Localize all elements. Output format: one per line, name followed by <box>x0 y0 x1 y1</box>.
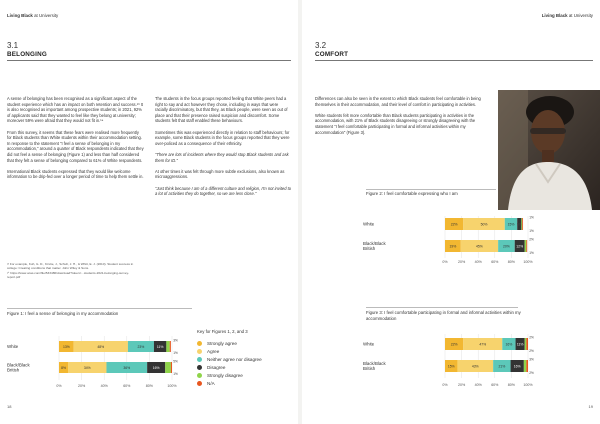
data-label: 19% <box>449 244 457 249</box>
legend-item <box>197 371 262 379</box>
header-brand: Living Black <box>7 13 33 18</box>
tick-label: 60% <box>491 260 499 264</box>
data-label: 2% <box>529 237 534 242</box>
data-label: 1% <box>529 251 534 255</box>
header-subtitle: at University <box>32 13 59 18</box>
legend-swatch <box>197 357 202 362</box>
data-label: 3% <box>529 357 534 362</box>
legend-label: Neither agree nor disagree <box>207 356 262 362</box>
tick-label: 40% <box>474 260 482 264</box>
legend-label: Strongly agree <box>207 340 237 346</box>
left-page <box>0 0 298 424</box>
bar-segment <box>526 338 528 350</box>
tick-label: 0% <box>442 383 448 387</box>
body-column-2 <box>155 96 292 202</box>
data-label: 22% <box>450 342 458 347</box>
data-label: 50% <box>480 222 488 227</box>
paragraph: International Black students expressed that they would like welcome information to be drip-fed over a longer period of time to help them settle in. <box>7 168 144 180</box>
legend-label: Strongly disagree <box>207 372 243 378</box>
legend-swatch <box>197 349 202 354</box>
section-number: 3.2 <box>315 41 327 50</box>
data-label: 2% <box>529 371 534 375</box>
legend-swatch <box>197 365 202 370</box>
page-number: 18 <box>7 404 12 409</box>
section-title: COMFORT <box>315 51 349 58</box>
category-label: White <box>363 341 375 347</box>
body-column-1 <box>7 96 144 186</box>
paragraph: Differences can also be seen in the extent to which Black students feel comfortable in being themselves in their accommodation, and their level of comfort in participating in activities. <box>315 96 481 107</box>
category-label: Black/Black <box>363 241 386 246</box>
bar-segment <box>526 360 528 372</box>
data-label: 16% <box>513 364 521 369</box>
figure-2-chart <box>360 216 542 300</box>
legend-item <box>197 355 262 363</box>
data-label: 45% <box>476 244 483 249</box>
paragraph: At other times it was felt through more subtle exclusions, also known as microaggressions. <box>155 168 285 180</box>
tick-label: 40% <box>100 384 108 388</box>
bar-segment <box>522 218 523 230</box>
tick-label: 80% <box>507 260 516 264</box>
running-header <box>542 13 593 18</box>
category-label: British <box>363 246 376 251</box>
figure-divider <box>366 189 496 190</box>
bar-segment <box>524 360 526 372</box>
legend <box>197 329 262 387</box>
data-label: 15% <box>507 222 515 227</box>
student-photo-image <box>498 90 600 210</box>
legend-item <box>197 339 262 347</box>
section-divider <box>7 60 291 61</box>
legend-label: Agree <box>207 348 220 354</box>
data-label: 13% <box>62 344 70 349</box>
category-label: British <box>363 366 376 371</box>
data-label: 1% <box>529 229 534 233</box>
tick-label: 100% <box>523 383 533 387</box>
tick-label: 0% <box>442 260 448 264</box>
running-header <box>7 13 58 18</box>
tick-label: 100% <box>523 260 533 264</box>
data-label: 48% <box>97 344 105 349</box>
data-label: 36% <box>123 365 131 370</box>
data-label: 47% <box>479 342 487 347</box>
data-label: 5% <box>173 359 178 364</box>
data-label: 16% <box>505 342 513 347</box>
legend-swatch <box>197 381 202 386</box>
data-label: 12% <box>516 244 524 249</box>
body-column <box>315 96 485 141</box>
footnote: ¹⁴ https://www.ucas.com/file/533486/download?token=...students-2021-belonging-survey-report.pdf <box>7 271 130 279</box>
page-number: 19 <box>588 404 593 409</box>
data-label: 23% <box>137 344 145 349</box>
tick-label: 60% <box>123 384 131 388</box>
figure-1-title: Figure 1: I feel a sense of belonging in my accommodation <box>7 311 119 316</box>
bar-segment <box>165 362 171 373</box>
paragraph: Sometimes this was experienced directly in relation to staff behaviours; for example, some Black students in the focus groups reported that they were over-policed as a consequence of their ethnicity. <box>155 129 290 146</box>
bar-segment <box>525 338 527 350</box>
data-label: 2% <box>529 349 534 353</box>
bar-segment <box>166 341 169 352</box>
data-label: 43% <box>471 364 479 369</box>
legend-items <box>197 339 262 387</box>
data-label: 11% <box>156 344 164 349</box>
section-number: 3.1 <box>7 41 19 50</box>
category-label: British <box>7 367 20 373</box>
legend-swatch <box>197 373 202 378</box>
data-label: 20% <box>503 244 510 249</box>
category-label: Black/Black <box>363 361 386 366</box>
tick-label: 0% <box>56 384 62 388</box>
tick-label: 60% <box>491 383 499 387</box>
paragraph: "Just think because I am of a different culture and religion, I'm not invited to a lot of activities they do together, so we are less close." <box>155 185 292 197</box>
data-label: 21% <box>498 364 506 369</box>
bar-segment <box>170 341 171 352</box>
data-label: 11% <box>516 342 524 347</box>
data-label: 1% <box>173 351 178 355</box>
tick-label: 80% <box>507 383 516 387</box>
paragraph: The students in the focus groups reported feeling that White peers had a right to say and act however they chose, including in ways that were racially discriminatory, but that they, as Black people, were seen as out of place and that their presence raised suspicion and discomfort. Some students felt that staff enabled these behaviours. <box>155 96 288 124</box>
tick-label: 40% <box>474 383 482 387</box>
tick-label: 20% <box>77 384 86 388</box>
legend-label: Disagree <box>207 364 226 370</box>
bar-segment <box>171 362 172 373</box>
figure-3-title: Figure 3: I feel comfortable participating in formal and informal activities within my accommodation <box>366 310 521 321</box>
section-title: BELONGING <box>7 51 47 58</box>
figure-divider <box>7 308 192 309</box>
data-label: 22% <box>450 222 458 227</box>
paragraph: A sense of belonging has been recognised as a significant aspect of the student experience which has an impact on both retention and success.¹³ It is also recognised as important among prospective students; in 2021, 92% of applicants said that they wanted to feel like they belong at university; moreover 59% were afraid that they would not fit in.¹⁴ <box>7 96 143 124</box>
paragraph: "There are lots of incidents where they would stop Black students and ask them for ID." <box>155 151 289 163</box>
header-brand: Living Black <box>541 13 568 18</box>
legend-item <box>197 347 262 355</box>
figure-1-chart <box>0 328 196 396</box>
data-label: 2% <box>529 335 534 340</box>
bar-segment <box>521 218 522 230</box>
header-subtitle: at University <box>567 13 593 18</box>
legend-item <box>197 363 262 371</box>
section-divider <box>315 60 593 61</box>
legend-item <box>197 379 262 387</box>
data-label: 1% <box>173 372 178 376</box>
legend-swatch <box>197 341 202 346</box>
data-label: 34% <box>83 365 91 370</box>
paragraph: White students felt more comfortable than Black students participating in activities in the accommodation, with 21% of Black students disagreeing or strongly disagreeing with the statement "I feel comfortable participating in formal and informal activities within my accommodation" (Figure 3). <box>315 112 476 135</box>
right-page <box>302 0 600 424</box>
data-label: 8% <box>61 365 66 370</box>
tick-label: 20% <box>457 383 466 387</box>
data-label: 5% <box>516 222 522 227</box>
paragraph: From this survey, it seems that these fears were realised more frequently for Black students than White students within their accommodation setting. In response to the statement "I feel a sense of belonging in my accommodation," around a quarter of Black respondents indicated that they did not feel a sense of belonging (Figure 1) and less than half considered that they felt a sense of belonging compared to 61% of White respondents. <box>7 129 144 163</box>
category-label: White <box>363 221 375 227</box>
data-label: 16% <box>152 365 160 370</box>
data-label: 15% <box>447 364 455 369</box>
figure-divider <box>366 307 518 308</box>
figure-2-title: Figure 2: I feel comfortable expressing who I am <box>366 191 458 196</box>
bar-segment <box>525 240 527 252</box>
legend-title: Key for Figures 1, 2, and 3 <box>197 329 248 334</box>
tick-label: 100% <box>167 384 177 388</box>
category-label: Black/Black <box>7 362 30 368</box>
category-label: White <box>7 344 19 349</box>
footnotes <box>7 262 142 280</box>
tick-label: 20% <box>457 260 466 264</box>
footnote: ¹³ For example, Kuh, G. D., Kinzie, J., Schuh, J. H., & Whitt, E. J. (2010). Student success in college: Creating conditions that matter. John Wiley & Sons. <box>7 262 134 270</box>
tick-label: 80% <box>145 384 154 388</box>
data-label: 1% <box>529 216 534 220</box>
data-label: 3% <box>173 338 178 343</box>
legend-label: N/A <box>207 380 215 386</box>
bar-segment <box>526 240 527 252</box>
figure-3-chart <box>360 334 542 396</box>
